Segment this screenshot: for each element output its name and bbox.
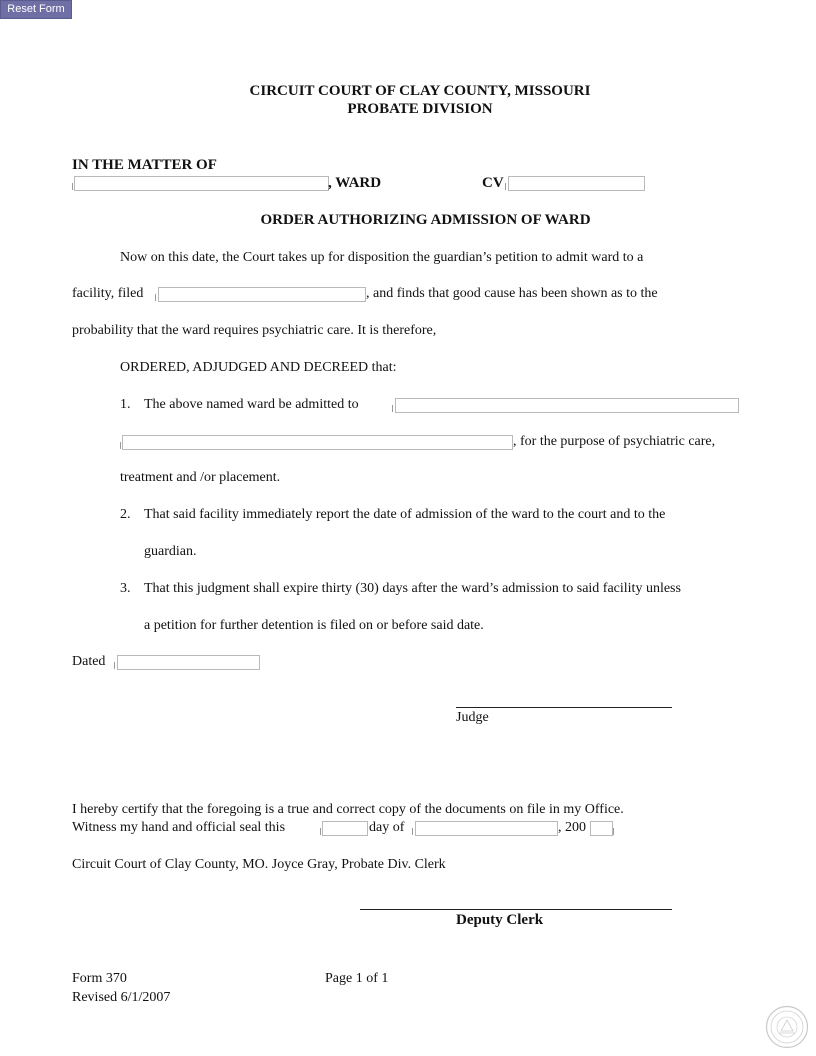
ward-name-input[interactable]	[74, 176, 329, 191]
dated-label: Dated	[72, 654, 106, 669]
field-tick	[412, 828, 413, 835]
division-title: PROBATE DIVISION	[347, 101, 493, 117]
field-tick	[155, 294, 156, 301]
item2-number: 2.	[120, 507, 131, 522]
field-tick	[613, 828, 614, 835]
year-prefix-label: , 200	[558, 820, 586, 835]
item1-line3: treatment and /or placement.	[120, 470, 281, 485]
field-tick	[320, 828, 321, 835]
dated-input[interactable]	[117, 655, 260, 670]
item2-line1: That said facility immediately report the date of admission of the ward to the court and to the	[144, 507, 666, 522]
para1-line1: Now on this date, the Court takes up for disposition the guardian’s petition to admit ward to a	[120, 250, 644, 265]
item3-line1: That this judgment shall expire thirty (30) days after the ward’s admission to said facility unless	[144, 581, 681, 596]
deputy-clerk-label: Deputy Clerk	[456, 912, 544, 928]
order-title: ORDER AUTHORIZING ADMISSION OF WARD	[260, 212, 591, 228]
witness-label: Witness my hand and official seal this	[72, 820, 286, 835]
day-of-label: day of	[369, 820, 405, 835]
item3-number: 3.	[120, 581, 131, 596]
filed-date-input[interactable]	[158, 287, 366, 302]
field-tick	[392, 405, 393, 412]
facility-input-line2[interactable]	[122, 435, 513, 450]
ordered-line: ORDERED, ADJUDGED AND DECREED that:	[120, 360, 397, 375]
cert-month-input[interactable]	[415, 821, 558, 836]
item1-line2: , for the purpose of psychiatric care,	[513, 434, 716, 449]
cv-number-input[interactable]	[508, 176, 645, 191]
para1-line3: probability that the ward requires psychiatric care. It is therefore,	[72, 323, 437, 338]
item1-line1: The above named ward be admitted to	[144, 397, 359, 412]
judge-label: Judge	[456, 710, 489, 725]
court-seal-icon	[765, 1005, 809, 1049]
field-tick	[120, 442, 121, 449]
ward-label: , WARD	[328, 175, 382, 191]
item1-number: 1.	[120, 397, 131, 412]
item2-line2: guardian.	[144, 544, 197, 559]
field-tick	[114, 662, 115, 669]
para1-line2-end: , and finds that good cause has been shown as to the	[366, 286, 658, 301]
revised-date: Revised 6/1/2007	[72, 990, 171, 1005]
judge-signature-line	[456, 707, 672, 708]
cv-label: CV	[482, 175, 504, 191]
facility-input-line1[interactable]	[395, 398, 739, 413]
item3-line2: a petition for further detention is filed on or before said date.	[144, 618, 484, 633]
cert-year-input[interactable]	[590, 821, 613, 836]
reset-form-button[interactable]: Reset Form	[0, 0, 72, 19]
para1-line2-start: facility, filed	[72, 286, 144, 301]
field-tick	[505, 183, 506, 190]
cert-day-input[interactable]	[322, 821, 368, 836]
certification-line: I hereby certify that the foregoing is a true and correct copy of the documents on file in my Office.	[72, 802, 624, 817]
clerk-line: Circuit Court of Clay County, MO. Joyce Gray, Probate Div. Clerk	[72, 857, 446, 872]
form-number: Form 370	[72, 971, 127, 986]
in-the-matter-of-label: IN THE MATTER OF	[72, 157, 217, 173]
deputy-signature-line	[360, 909, 672, 910]
court-title: CIRCUIT COURT OF CLAY COUNTY, MISSOURI	[249, 83, 591, 99]
field-tick	[72, 183, 73, 190]
page-number: Page 1 of 1	[325, 971, 389, 986]
